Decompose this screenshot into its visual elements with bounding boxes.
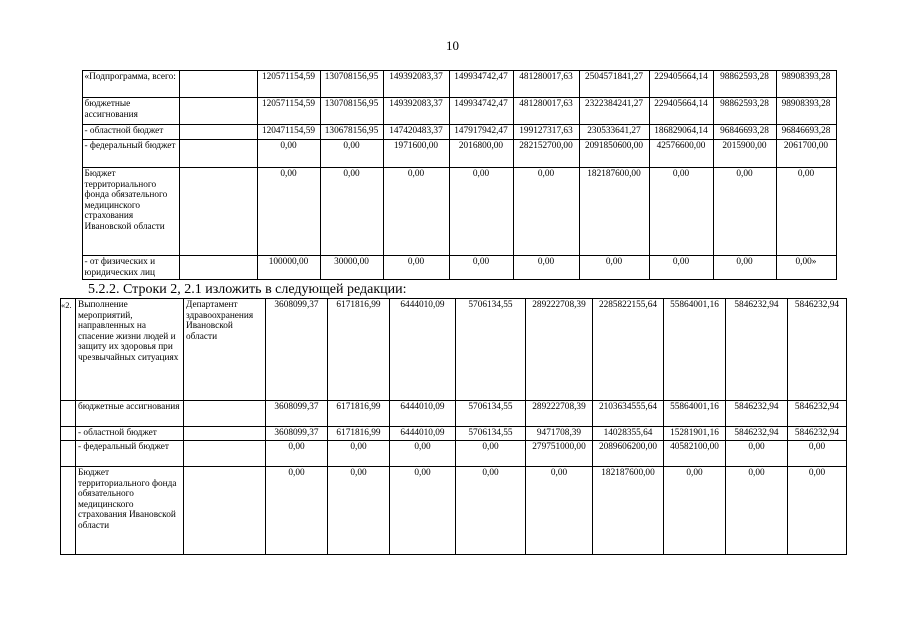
amount-cell: 481280017,63 bbox=[513, 98, 579, 125]
table-row bbox=[61, 401, 847, 427]
amount-cell: 0,00 bbox=[383, 168, 449, 256]
amount-cell: 5846232,94 bbox=[726, 401, 788, 427]
amount-cell: 5846232,94 bbox=[726, 299, 788, 401]
amount-cell: 149934742,47 bbox=[449, 71, 513, 98]
row-label: - федеральный бюджет bbox=[76, 441, 184, 467]
amount-cell: 0,00 bbox=[788, 441, 847, 467]
amount-cell: 0,00 bbox=[664, 467, 726, 555]
amount-cell: 96846693,28 bbox=[776, 125, 836, 140]
amount-cell: 130708156,95 bbox=[320, 71, 383, 98]
amount-cell: 15281901,16 bbox=[664, 427, 726, 441]
amount-cell: 0,00 bbox=[513, 168, 579, 256]
amount-cell: 5706134,55 bbox=[456, 427, 526, 441]
amount-cell: 3608099,37 bbox=[266, 427, 328, 441]
amount-cell: 6171816,99 bbox=[328, 427, 390, 441]
amount-cell: 55864001,16 bbox=[664, 299, 726, 401]
amount-cell: 5846232,94 bbox=[788, 427, 847, 441]
table-row bbox=[61, 467, 847, 555]
row-label: - федеральный бюджет bbox=[82, 140, 179, 168]
amount-cell: 98862593,28 bbox=[713, 98, 776, 125]
row-label: Бюджет территориального фонда обязательного медицинского страхования Ивановской области bbox=[76, 467, 184, 555]
amount-cell: 2089606200,00 bbox=[593, 441, 664, 467]
amount-cell: 5706134,55 bbox=[456, 401, 526, 427]
amount-cell: 0,00» bbox=[776, 256, 836, 280]
row-label: Бюджет территориального фонда обязательного медицинского страхования Ивановской области bbox=[82, 168, 179, 256]
amount-cell: 130708156,95 bbox=[320, 98, 383, 125]
amount-cell: 5846232,94 bbox=[788, 299, 847, 401]
amount-cell: 0,00 bbox=[713, 256, 776, 280]
amount-cell: 98862593,28 bbox=[713, 71, 776, 98]
amount-cell: 120571154,59 bbox=[257, 98, 320, 125]
row-label: - от физических и юридических лиц bbox=[82, 256, 179, 280]
table-row bbox=[62, 168, 836, 256]
table-row bbox=[62, 125, 836, 140]
table-row bbox=[62, 140, 836, 168]
amount-cell: 98908393,28 bbox=[776, 98, 836, 125]
amount-cell: 130678156,95 bbox=[320, 125, 383, 140]
amount-cell: 0,00 bbox=[579, 256, 649, 280]
table-row bbox=[62, 98, 836, 125]
amount-cell: 5846232,94 bbox=[726, 427, 788, 441]
amount-cell: 120471154,59 bbox=[257, 125, 320, 140]
amount-cell: 147420483,37 bbox=[383, 125, 449, 140]
amount-cell: 6444010,09 bbox=[390, 299, 456, 401]
amount-cell: 2103634555,64 bbox=[593, 401, 664, 427]
amount-cell: 9471708,39 bbox=[526, 427, 593, 441]
row-label: - областной бюджет bbox=[82, 125, 179, 140]
amount-cell: 0,00 bbox=[726, 467, 788, 555]
amount-cell: 229405664,14 bbox=[649, 71, 713, 98]
table-row bbox=[61, 427, 847, 441]
amount-cell: 2061700,00 bbox=[776, 140, 836, 168]
amount-cell: 229405664,14 bbox=[649, 98, 713, 125]
row-label: «Подпрограмма, всего: bbox=[82, 71, 179, 98]
row-label: - областной бюджет bbox=[76, 427, 184, 441]
row-label: бюджетные ассигнования bbox=[82, 98, 179, 125]
amount-cell: 55864001,16 bbox=[664, 401, 726, 427]
subprogram-funding-table bbox=[62, 70, 837, 280]
amount-cell: 279751000,00 bbox=[526, 441, 593, 467]
section-heading: 5.2.2. Строки 2, 2.1 изложить в следующей редакции: bbox=[88, 282, 407, 297]
amount-cell: 149392083,37 bbox=[383, 98, 449, 125]
table-row bbox=[61, 441, 847, 467]
amount-cell: 0,00 bbox=[776, 168, 836, 256]
amount-cell: 6171816,99 bbox=[328, 299, 390, 401]
executor-cell: Департамент здравоохранения Ивановской области bbox=[184, 299, 266, 401]
amount-cell: 0,00 bbox=[449, 168, 513, 256]
amount-cell: 0,00 bbox=[320, 140, 383, 168]
amount-cell: 0,00 bbox=[320, 168, 383, 256]
emergency-measures-table bbox=[60, 298, 847, 555]
amount-cell: 149934742,47 bbox=[449, 98, 513, 125]
amount-cell: 481280017,63 bbox=[513, 71, 579, 98]
amount-cell: 0,00 bbox=[449, 256, 513, 280]
amount-cell: 6444010,09 bbox=[390, 401, 456, 427]
amount-cell: 0,00 bbox=[328, 441, 390, 467]
row-number: «2. bbox=[61, 299, 76, 401]
amount-cell: 0,00 bbox=[649, 256, 713, 280]
amount-cell: 5846232,94 bbox=[788, 401, 847, 427]
amount-cell: 0,00 bbox=[649, 168, 713, 256]
amount-cell: 6444010,09 bbox=[390, 427, 456, 441]
amount-cell: 0,00 bbox=[328, 467, 390, 555]
amount-cell: 2091850600,00 bbox=[579, 140, 649, 168]
amount-cell: 0,00 bbox=[383, 256, 449, 280]
amount-cell: 120571154,59 bbox=[257, 71, 320, 98]
amount-cell: 0,00 bbox=[257, 140, 320, 168]
amount-cell: 96846693,28 bbox=[713, 125, 776, 140]
amount-cell: 30000,00 bbox=[320, 256, 383, 280]
amount-cell: 6171816,99 bbox=[328, 401, 390, 427]
page-number: 10 bbox=[446, 38, 459, 53]
amount-cell: 2322384241,27 bbox=[579, 98, 649, 125]
amount-cell: 0,00 bbox=[390, 441, 456, 467]
amount-cell: 40582100,00 bbox=[664, 441, 726, 467]
amount-cell: 182187600,00 bbox=[593, 467, 664, 555]
amount-cell: 5706134,55 bbox=[456, 299, 526, 401]
amount-cell: 186829064,14 bbox=[649, 125, 713, 140]
amount-cell: 100000,00 bbox=[257, 256, 320, 280]
row-label: Выполнение мероприятий, направленных на спасение жизни людей и защиту их здоровья при чрезвычайных ситуациях bbox=[76, 299, 184, 401]
amount-cell: 0,00 bbox=[266, 467, 328, 555]
amount-cell: 0,00 bbox=[726, 441, 788, 467]
amount-cell: 0,00 bbox=[713, 168, 776, 256]
amount-cell: 1971600,00 bbox=[383, 140, 449, 168]
amount-cell: 0,00 bbox=[257, 168, 320, 256]
amount-cell: 0,00 bbox=[788, 467, 847, 555]
amount-cell: 0,00 bbox=[266, 441, 328, 467]
amount-cell: 289222708,39 bbox=[526, 401, 593, 427]
amount-cell: 0,00 bbox=[456, 441, 526, 467]
amount-cell: 149392083,37 bbox=[383, 71, 449, 98]
amount-cell: 2504571841,27 bbox=[579, 71, 649, 98]
amount-cell: 230533641,27 bbox=[579, 125, 649, 140]
table-row bbox=[62, 71, 836, 98]
amount-cell: 14028355,64 bbox=[593, 427, 664, 441]
amount-cell: 0,00 bbox=[456, 467, 526, 555]
amount-cell: 2285822155,64 bbox=[593, 299, 664, 401]
amount-cell: 3608099,37 bbox=[266, 299, 328, 401]
amount-cell: 282152700,00 bbox=[513, 140, 579, 168]
table-row bbox=[62, 256, 836, 280]
amount-cell: 2016800,00 bbox=[449, 140, 513, 168]
amount-cell: 42576600,00 bbox=[649, 140, 713, 168]
amount-cell: 2015900,00 bbox=[713, 140, 776, 168]
amount-cell: 98908393,28 bbox=[776, 71, 836, 98]
amount-cell: 147917942,47 bbox=[449, 125, 513, 140]
amount-cell: 0,00 bbox=[513, 256, 579, 280]
amount-cell: 289222708,39 bbox=[526, 299, 593, 401]
amount-cell: 0,00 bbox=[526, 467, 593, 555]
amount-cell: 199127317,63 bbox=[513, 125, 579, 140]
amount-cell: 182187600,00 bbox=[579, 168, 649, 256]
row-label: бюджетные ассигнования bbox=[76, 401, 184, 427]
amount-cell: 0,00 bbox=[390, 467, 456, 555]
table-row bbox=[61, 299, 847, 401]
amount-cell: 3608099,37 bbox=[266, 401, 328, 427]
